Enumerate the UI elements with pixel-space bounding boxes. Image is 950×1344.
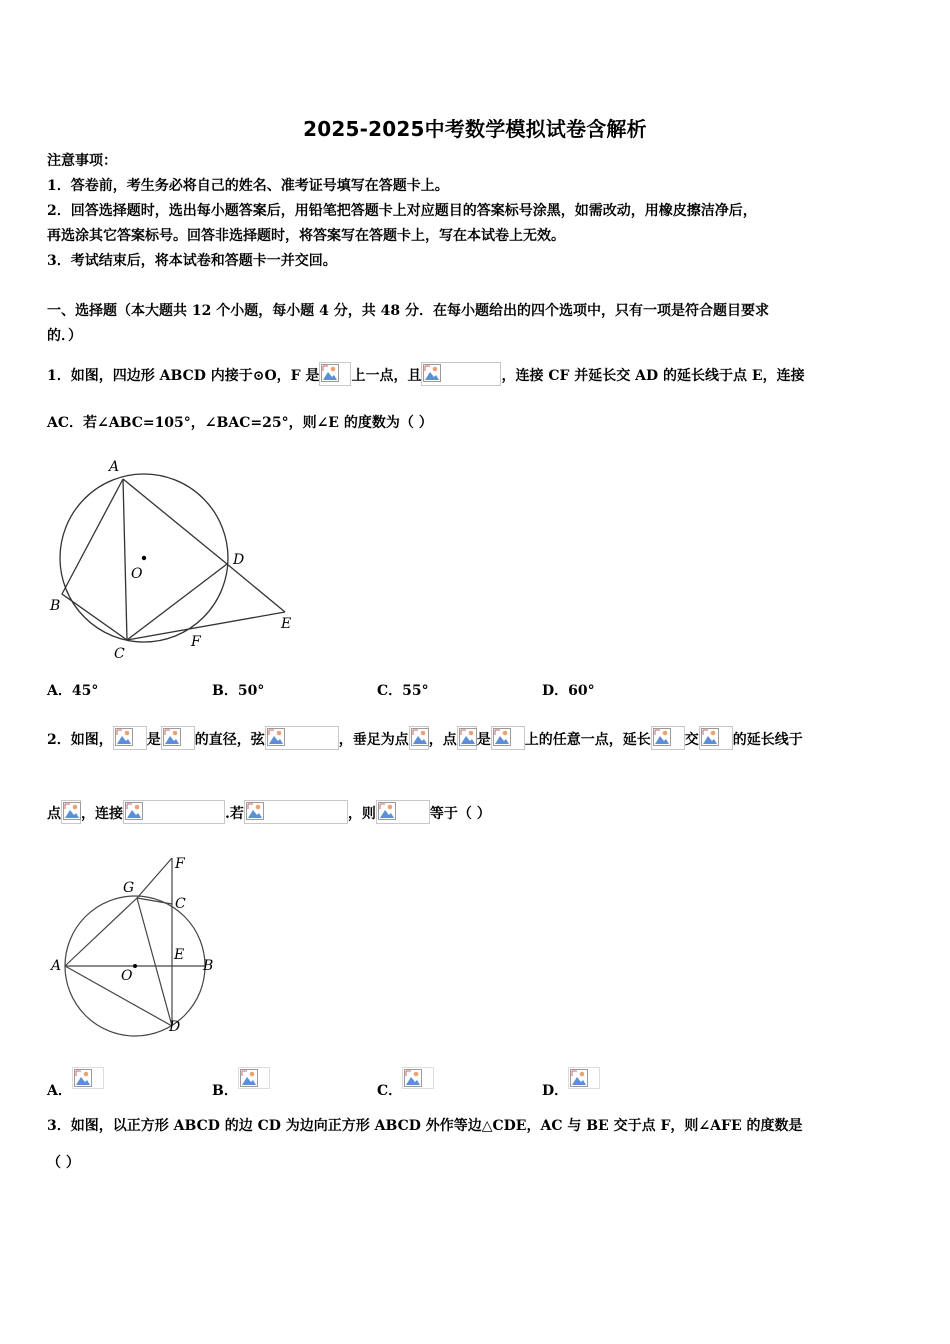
q2-formula-image-1 — [113, 726, 147, 750]
q2-label-c: C — [175, 896, 186, 912]
broken-image-icon — [163, 728, 181, 746]
q2-text-t2: ，连接 — [81, 806, 123, 822]
section-heading-line1: 一、选择题（本大题共 12 个小题，每小题 4 分，共 48 分．在每小题给出的四个选项中，只有一项是符合题目要求 — [47, 303, 769, 319]
q2-option-a-label: A． — [47, 1083, 72, 1099]
broken-image-icon — [653, 728, 671, 746]
broken-image-icon — [570, 1069, 588, 1087]
broken-image-icon — [74, 1069, 92, 1087]
q2-option-a-image — [72, 1067, 104, 1089]
broken-image-icon — [125, 802, 143, 820]
q2-text-t3: .若 — [225, 806, 244, 822]
broken-image-icon — [267, 728, 285, 746]
q1-label-c: C — [114, 646, 125, 662]
q2-option-c-label: C． — [377, 1083, 403, 1099]
q1-option-b[interactable]: B．50° — [212, 683, 265, 699]
q1-label-f: F — [191, 634, 201, 650]
q2-text-s4: ，垂足为点 — [338, 732, 409, 748]
q2-formula-image-11 — [244, 800, 348, 824]
q2-figure — [45, 846, 230, 1046]
q1-formula-image-2 — [421, 362, 501, 386]
q2-option-d-label: D． — [542, 1083, 569, 1099]
q2-text-s3: 的直径，弦 — [194, 732, 265, 748]
notice-item-2a: 2．回答选择题时，选出每小题答案后，用铅笔把答题卡上对应题目的答案标号涂黑，如需改动，用橡皮擦洁净后， — [47, 203, 757, 219]
broken-image-icon — [378, 802, 396, 820]
q2-text-s2: 是 — [146, 732, 161, 748]
q2-option-b-image — [238, 1067, 270, 1089]
q1-stem-line1 — [47, 362, 805, 386]
broken-image-icon — [115, 728, 133, 746]
notice-item-2b: 再选涂其它答案标号。回答非选择题时，将答案写在答题卡上，写在本试卷上无效。 — [47, 228, 565, 244]
q2-option-d[interactable] — [542, 1067, 600, 1100]
broken-image-icon — [321, 364, 339, 382]
q1-label-o: O — [131, 566, 143, 582]
q2-stem-line1 — [47, 726, 803, 750]
broken-image-icon — [423, 364, 441, 382]
broken-image-icon — [246, 802, 264, 820]
q2-formula-image-8 — [699, 726, 733, 750]
q2-option-d-image — [568, 1067, 600, 1089]
q1-stem-line2: AC．若∠ABC=105°，∠BAC=25°，则∠E 的度数为（ ） — [47, 415, 433, 431]
q2-formula-image-5 — [457, 726, 477, 750]
q1-label-e: E — [281, 616, 292, 632]
q2-text-s6: 是 — [476, 732, 491, 748]
q1-center-point — [142, 556, 146, 560]
q3-stem-line1: 3．如图，以正方形 ABCD 的边 CD 为边向正方形 ABCD 外作等边△CDE，AC 与 BE 交于点 F，则∠AFE 的度数是 — [47, 1118, 803, 1134]
q1-text-part3: ，连接 CF 并延长交 AD 的延长线于点 E，连接 — [501, 368, 805, 384]
q2-formula-image-7 — [651, 726, 685, 750]
q2-label-b: B — [203, 958, 214, 974]
broken-image-icon — [411, 728, 429, 746]
q2-text-s1: 2．如图， — [47, 732, 113, 748]
q1-formula-image-1 — [319, 362, 351, 386]
broken-image-icon — [493, 728, 511, 746]
broken-image-icon — [404, 1069, 422, 1087]
q1-option-a[interactable]: A．45° — [47, 683, 99, 699]
q3-stem-line2: （ ） — [47, 1155, 80, 1171]
q1-label-b: B — [50, 598, 61, 614]
q1-figure — [45, 452, 305, 662]
notice-item-1: 1．答卷前，考生务必将自己的姓名、准考证号填写在答题卡上。 — [47, 178, 449, 194]
broken-image-icon — [63, 802, 81, 820]
notice-heading: 注意事项： — [47, 153, 117, 169]
q2-center-point — [133, 964, 137, 968]
q1-text-part1: 1．如图，四边形 ABCD 内接于⊙O，F 是 — [47, 368, 320, 384]
broken-image-icon — [701, 728, 719, 746]
q1-option-d[interactable]: D．60° — [542, 683, 595, 699]
q2-label-a: A — [51, 958, 62, 974]
q2-formula-image-10 — [123, 800, 225, 824]
q2-text-s5: ，点 — [428, 732, 457, 748]
q2-formula-image-6 — [491, 726, 525, 750]
q2-text-s7: 上的任意一点，延长 — [524, 732, 651, 748]
q2-option-c-image — [402, 1067, 434, 1089]
q2-label-e: E — [174, 947, 185, 963]
q2-formula-image-9 — [61, 800, 81, 824]
notice-item-3: 3．考试结束后，将本试卷和答题卡一并交回。 — [47, 253, 337, 269]
q2-text-t5: 等于（ ） — [429, 806, 491, 822]
q2-text-s8: 交 — [684, 732, 699, 748]
broken-image-icon — [459, 728, 477, 746]
q2-label-d: D — [169, 1019, 181, 1035]
q2-text-t1: 点 — [47, 806, 61, 822]
q2-label-g: G — [123, 880, 135, 896]
q2-formula-image-12 — [376, 800, 430, 824]
q2-option-b-label: B． — [212, 1083, 238, 1099]
q2-text-t4: ，则 — [347, 806, 376, 822]
section-heading-line2: 的．） — [47, 328, 82, 344]
q2-stem-line2 — [47, 800, 491, 824]
q2-option-b[interactable] — [212, 1067, 270, 1100]
q2-formula-image-2 — [161, 726, 195, 750]
q1-option-c[interactable]: C．55° — [377, 683, 429, 699]
q2-label-f: F — [175, 856, 185, 872]
q1-label-d: D — [233, 552, 245, 568]
q2-text-s9: 的延长线于 — [732, 732, 803, 748]
q2-option-c[interactable] — [377, 1067, 434, 1100]
q2-label-o: O — [121, 968, 133, 984]
broken-image-icon — [240, 1069, 258, 1087]
q2-option-a[interactable] — [47, 1067, 104, 1100]
q2-formula-image-4 — [409, 726, 429, 750]
q1-label-a: A — [109, 459, 120, 475]
q2-formula-image-3 — [265, 726, 339, 750]
q1-text-part2: 上一点，且 — [351, 368, 422, 384]
page-title: 2025-2025中考数学模拟试卷含解析 — [303, 117, 647, 141]
